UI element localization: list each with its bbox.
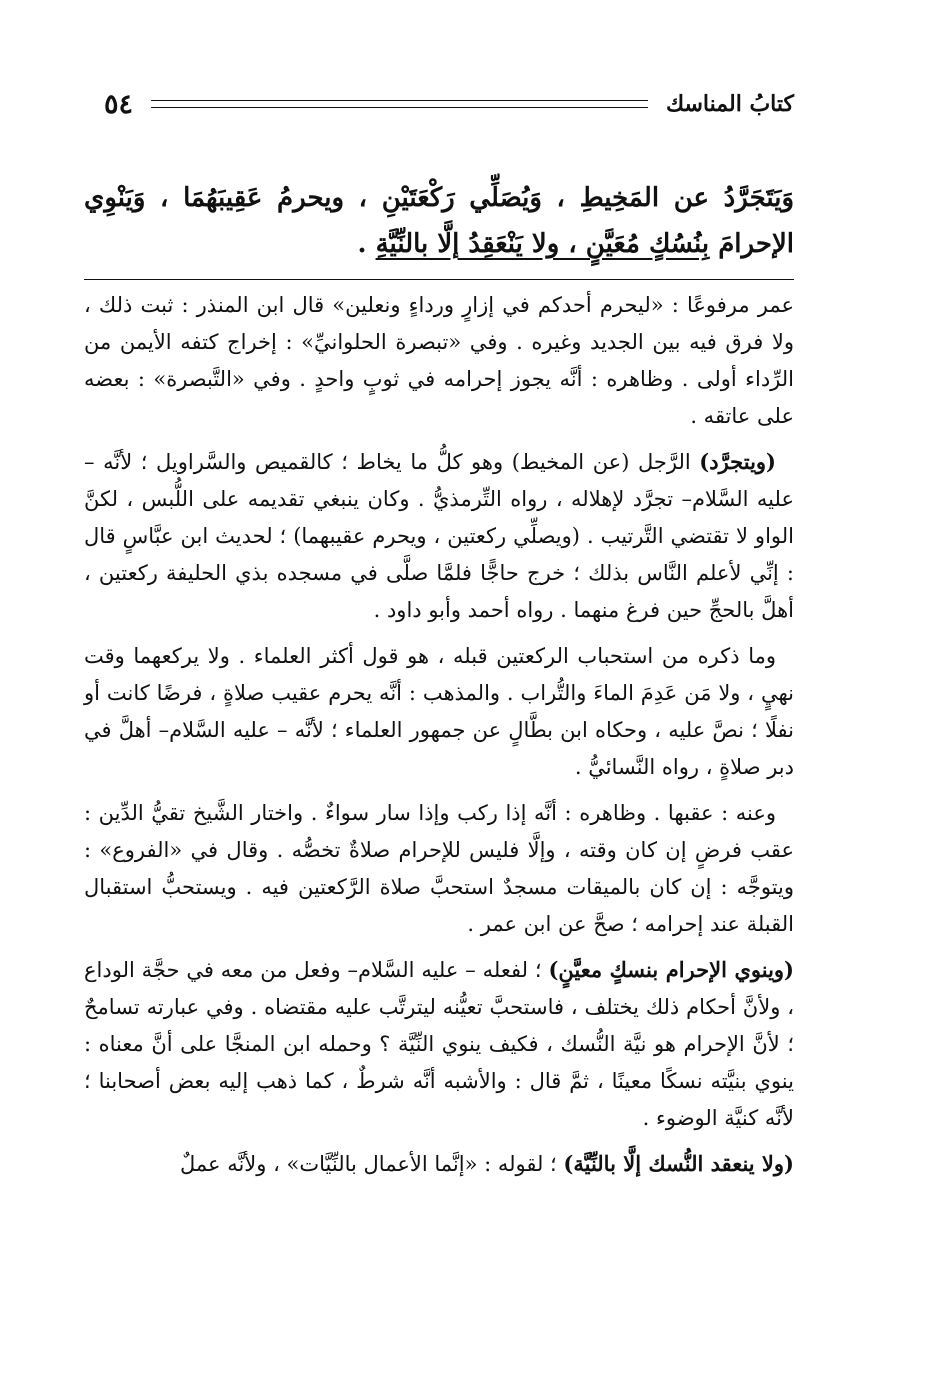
commentary-paragraph: [84, 1145, 794, 1183]
paragraph-text: ؛ لقوله : «إنَّما الأعمال بالنِّيَّات» ، ولأنَّه عملٌ: [179, 1152, 564, 1176]
commentary-paragraph: [84, 443, 794, 629]
book-title: كتابُ المناسك: [665, 91, 794, 117]
commentary-paragraph: [84, 951, 794, 1137]
matn-line-2-tail: .: [357, 229, 376, 259]
paragraph-text: وما ذكره من استحباب الركعتين قبله ، هو قول أكثر العلماء . ولا يركعهما وقت نهيٍ ، ولا مَن عَدِمَ الماءَ والتُّراب . والمذهب : أنَّه يحرم عقيب صلاةٍ ، فرضًا كانت أو نفلًا ؛ نصَّ عليه ، وحكاه ابن بطَّالٍ عن جمهور العلماء ؛ لأنَّه – عليه السَّلام– أهلَّ في دبر صلاةٍ ، رواه النَّسائيُّ .: [84, 644, 794, 779]
paragraph-text: وعنه : عقبها . وظاهره : أنَّه إذا ركب وإذا سار سواءٌ . واختار الشَّيخ تقيُّ الدِّين : عقب فرضٍ إن كان وقته ، وإلَّا فليس للإحرام صلاةٌ تخصُّه . وقال في «الفروع» : ويتوجَّه : إن كان بالميقات مسجدٌ استحبَّ صلاة الرَّكعتين فيه . ويستحبُّ استقبال القبلة عند إحرامه ؛ صحَّ عن ابن عمر .: [84, 801, 794, 936]
commentary-paragraph: [84, 637, 794, 786]
page-number: ٥٤: [104, 88, 134, 120]
matn-text: [84, 175, 794, 267]
paragraph-text: ؛ لفعله – عليه السَّلام– وفعل من معه في حجَّة الوداع ، ولأنَّ أحكام ذلك يختلف ، فاستحبَّ تعيُّنه ليترتَّب عليه مقتضاه . وفي عبارته تسامحٌ ؛ لأنَّ الإحرام هو نيَّة النُّسك ، فكيف ينوي النِّيَّة ؟ وحمله ابن المنجَّا على أنَّ معناه : ينوي بنيَّته نسكًا معينًا ، ثمَّ قال : والأشبه أنَّه شرطٌ ، كما ذهب إليه بعض أصحابنا ؛ لأنَّه كنيَّة الوضوء .: [84, 958, 795, 1130]
commentary-body: [84, 286, 794, 1191]
header-rule: [151, 100, 648, 108]
paragraph-text: الرَّجل (عن المخيط) وهو كلُّ ما يخاط ؛ كالقميص والسَّراويل ؛ لأنَّه – عليه السَّلام– تجرَّد لإهلاله ، رواه التِّرمذيُّ . وكان ينبغي تقديمه على اللُّبس ، لكنَّ الواو لا تقتضي التَّرتيب . (ويصلِّي ركعتين ، ويحرم عقيبهما) ؛ لحديث ابن عبَّاسٍ قال : إنِّي لأعلم النَّاس بذلك ؛ خرج حاجًّا فلمَّا صلَّى في مسجده بذي الحليفة ركعتين ، أهلَّ بالحجِّ حين فرغ منهما . رواه أحمد وأبو داود .: [84, 450, 794, 622]
commentary-paragraph: [84, 286, 794, 435]
commentary-paragraph: [84, 794, 794, 943]
paragraph-text: عمر مرفوعًا : «ليحرم أحدكم في إزارٍ ورداءٍ ونعلين» قال ابن المنذر : ثبت ذلك ، ولا فرق فيه بين الجديد وغيره . وفي «تبصرة الحلوانيِّ» : إخراج كتفه الأيمن من الرِّداء أولى . وظاهره : أنَّه يجوز إحرامه في ثوبٍ واحدٍ . وفي «التَّبصرة» : بعضه على عاتقه .: [84, 293, 794, 428]
matn-line-2-underlined: بِنُسُكٍ مُعَيَّنٍ ، ولا يَنْعَقِدُ إلَّا بالنِّيَّةِ: [375, 229, 710, 259]
section-divider: [84, 279, 794, 280]
page-header: [84, 84, 794, 124]
paragraph-lemma: (وينوي الإحرام بنسكٍ معيَّنٍ): [548, 957, 794, 982]
paragraph-lemma: (ويتجرَّد): [699, 449, 776, 474]
matn-line-1: وَيَتَجَرَّدُ عن المَخِيطِ ، وَيُصَلِّي رَكْعَتَيْنِ ، ويحرمُ عَقِيبَهُمَا ، وَيَنْوِي الإحرامَ: [84, 183, 794, 259]
paragraph-lemma: (ولا ينعقد النُّسك إلَّا بالنِّيَّة): [563, 1151, 794, 1176]
